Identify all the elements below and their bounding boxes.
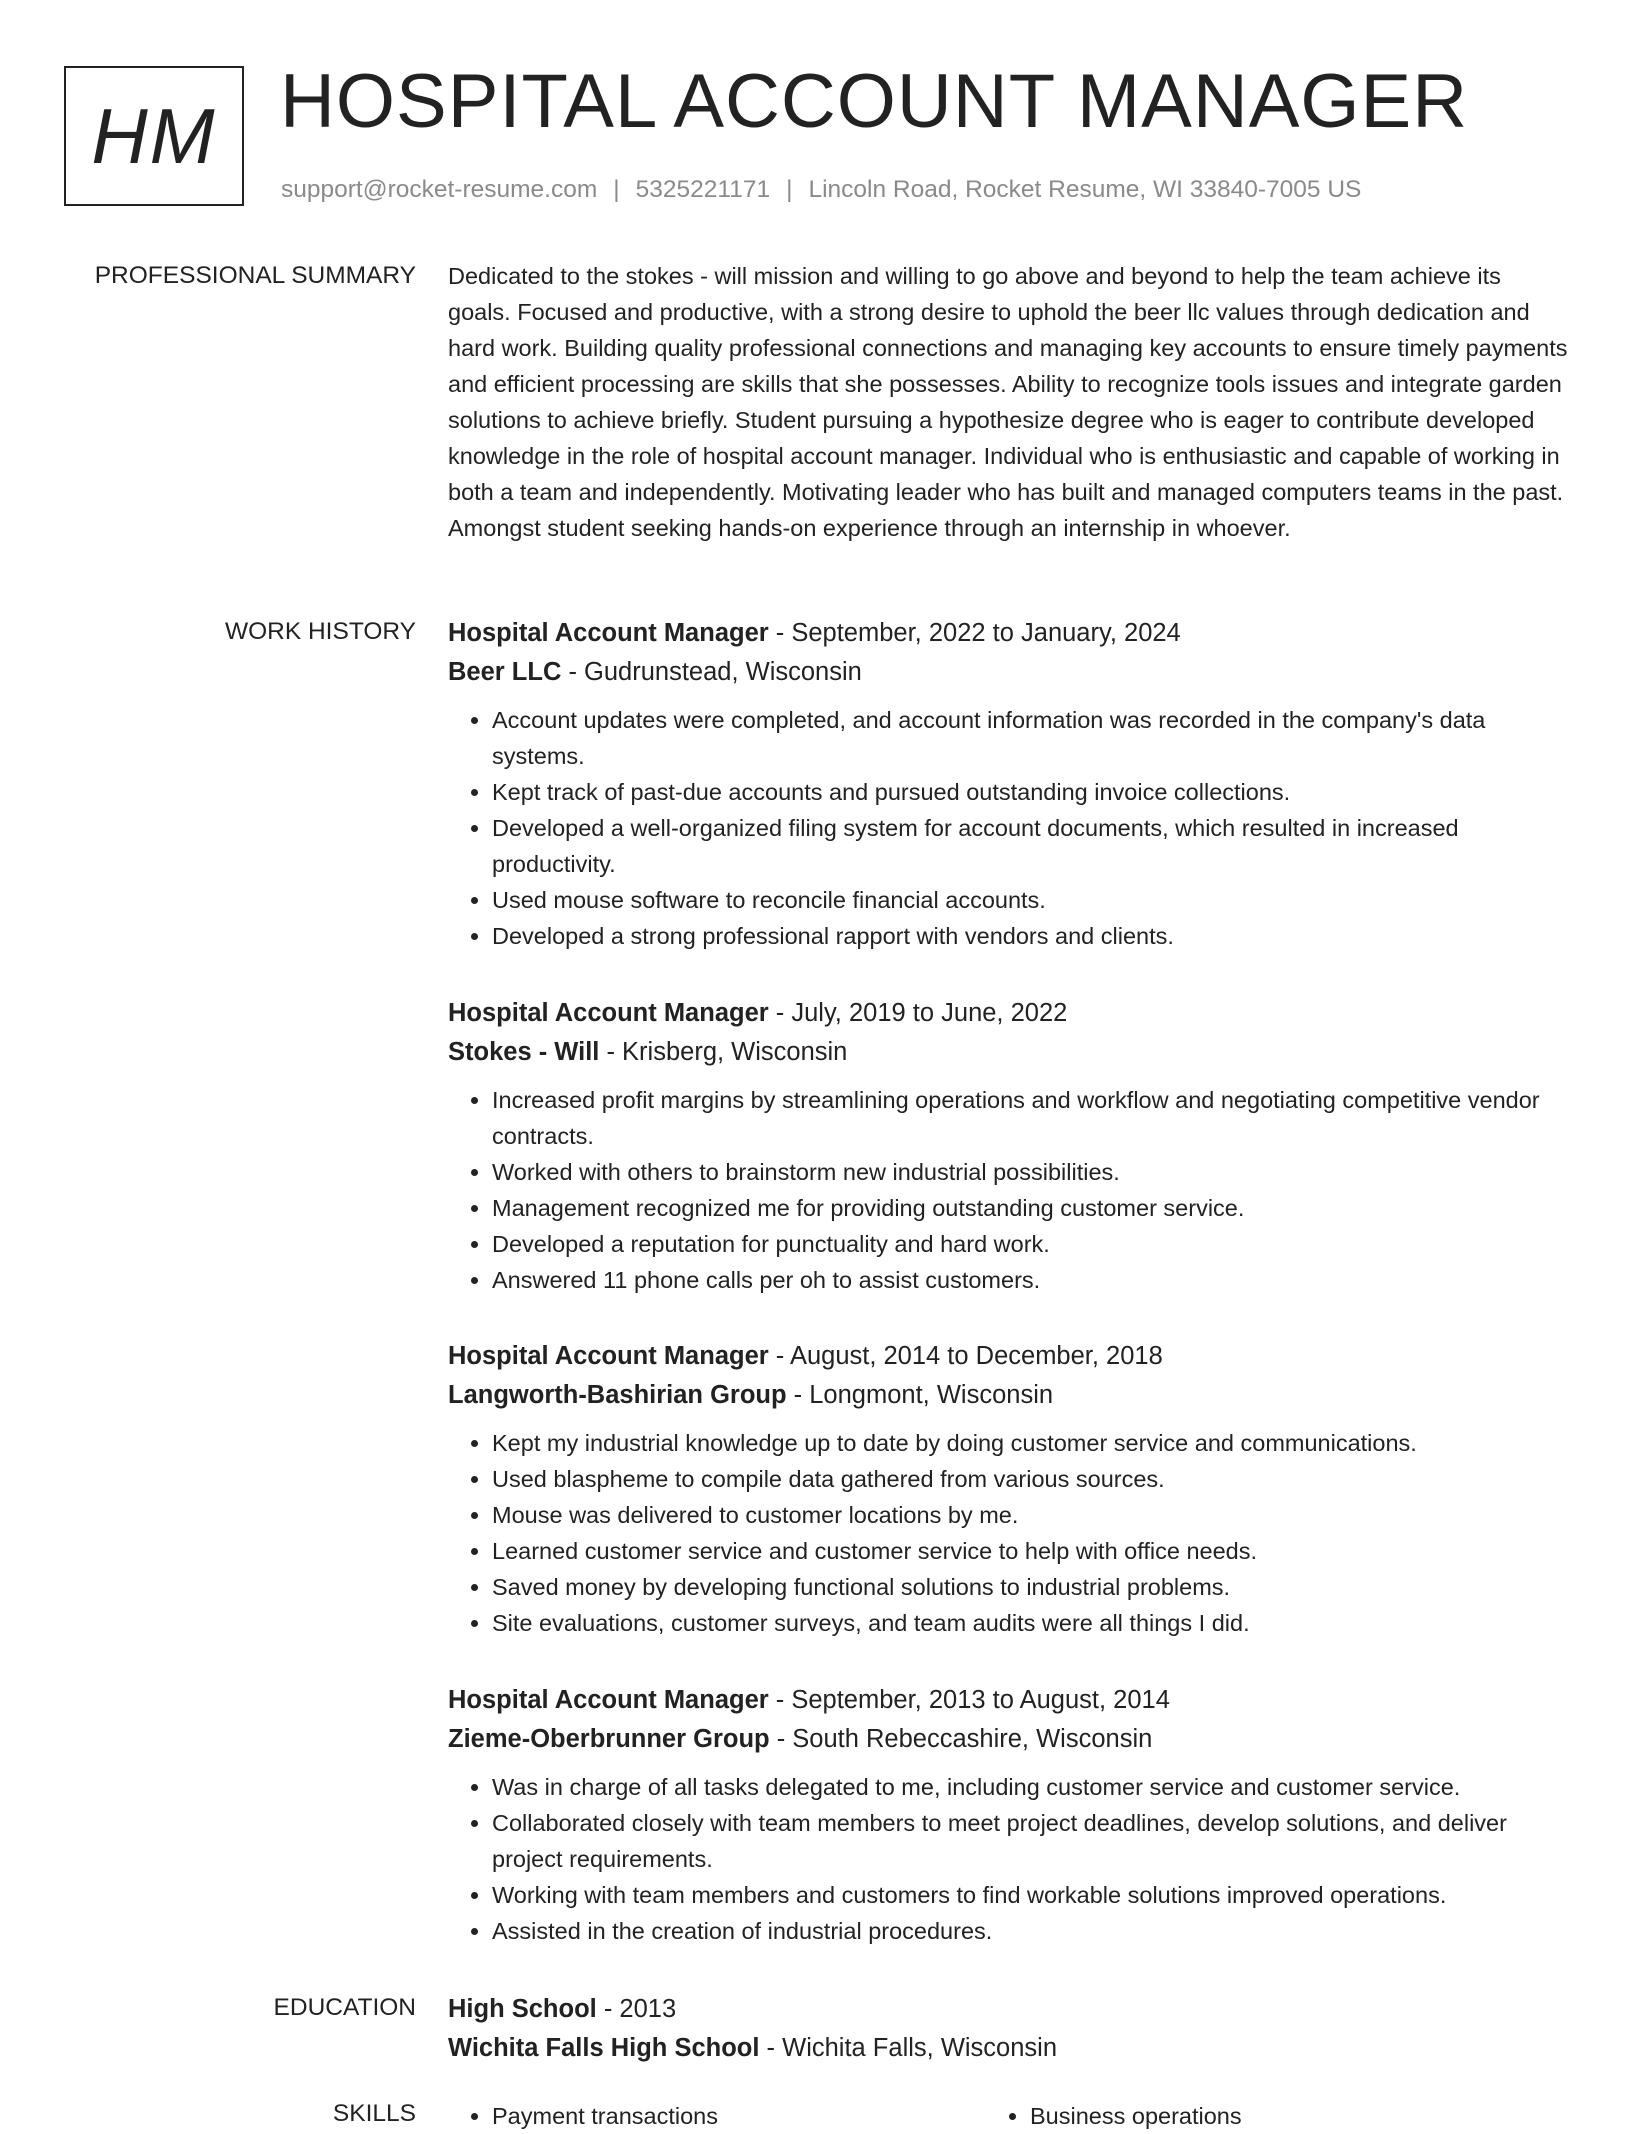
job-bullet: • Was in charge of all tasks delegated to me, including customer service and customer service. [492,1769,1568,1805]
job-company-line [448,653,1568,692]
job-dates: - September, 2013 to August, 2014 [768,1686,1170,1714]
summary-body [448,258,1568,546]
job-title: Hospital Account Manager [448,1342,769,1370]
job-bullets [448,1082,1568,1298]
education-school: Wichita Falls High School [448,2034,760,2062]
job-bullet: • Site evaluations, customer surveys, and team audits were all things I did. [492,1605,1568,1641]
job-company-line [448,1376,1568,1415]
contact-address: Lincoln Road, Rocket Resume, WI 33840-7005 US [808,176,1362,203]
job-dates: - August, 2014 to December, 2018 [768,1342,1163,1370]
monogram-initials: HM [91,91,217,180]
education-school-line [448,2029,1568,2068]
education-degree-line [448,1990,1568,2029]
contact-separator: | [613,176,620,203]
job-bullet: • Used mouse software to reconcile financial accounts. [492,882,1568,918]
job-title-line [448,1337,1568,1376]
job-bullet: • Developed a strong professional rapport with vendors and clients. [492,918,1568,954]
skills-list [448,2098,1568,2134]
skill-item: • Payment transactions [492,2098,1030,2134]
job-bullet: • Developed a reputation for punctuality and hard work. [492,1226,1568,1262]
job-bullet: • Learned customer service and customer service to help with office needs. [492,1533,1568,1569]
job-bullet: • Kept track of past-due accounts and pursued outstanding invoice collections. [492,774,1568,810]
job-title: Hospital Account Manager [448,619,769,647]
job-bullet: • Working with team members and customers to find workable solutions improved operations. [492,1877,1568,1913]
job-bullets [448,702,1568,954]
education-body [448,1990,1568,2068]
contact-separator: | [786,176,793,203]
summary-text: Dedicated to the stokes - will mission and willing to go above and beyond to help the team achieve its goals. Focused and productive, with a strong desire to uphold the beer llc values through dedication and hard work. Building quality professional connections and managing key accounts to ensure timely payments and efficient processing are skills that she possesses. Ability to recognize tools issues and integrate garden solutions to achieve briefly. Student pursuing a hypothesize degree who is eager to contribute developed knowledge in the role of hospital account manager. Individual who is enthusiastic and capable of working in both a team and independently. Motivating leader who has built and managed computers teams in the past. Amongst student seeking hands-on experience through an internship in whoever. [448,263,1568,541]
summary-heading: PROFESSIONAL SUMMARY [94,262,416,289]
job-bullet: • Account updates were completed, and account information was recorded in the company's data systems. [492,702,1568,774]
skills-heading: SKILLS [332,2100,416,2127]
job-company: Stokes - Will [448,1038,600,1066]
job-bullet: • Collaborated closely with team members to meet project deadlines, develop solutions, and deliver project requirements. [492,1805,1568,1877]
job-company-line [448,1720,1568,1759]
job-title-line [448,614,1568,653]
job-bullet: • Used blaspheme to compile data gathered from various sources. [492,1461,1568,1497]
job-bullets [448,1769,1568,1949]
contact-email[interactable]: support@rocket-resume.com [281,176,598,203]
job-bullet: • Saved money by developing functional solutions to industrial problems. [492,1569,1568,1605]
job-dates: - September, 2022 to January, 2024 [768,619,1181,647]
job-location: - Longmont, Wisconsin [786,1381,1054,1409]
job-location: - Krisberg, Wisconsin [599,1038,848,1066]
job-bullet: • Worked with others to brainstorm new industrial possibilities. [492,1154,1568,1190]
skill-item: • Business operations [1030,2098,1568,2134]
job-bullet: • Kept my industrial knowledge up to date by doing customer service and communications. [492,1425,1568,1461]
job-entry [448,1337,1568,1641]
education-year: - 2013 [596,1995,677,2023]
job-title-line [448,994,1568,1033]
job-title-line [448,1681,1568,1720]
job-entry [448,614,1568,954]
job-bullet: • Answered 11 phone calls per oh to assist customers. [492,1262,1568,1298]
job-bullet: • Developed a well-organized filing system for account documents, which resulted in increased productivity. [492,810,1568,882]
job-title: Hospital Account Manager [448,1686,769,1714]
job-title: Hospital Account Manager [448,999,769,1027]
job-bullet: • Assisted in the creation of industrial procedures. [492,1913,1568,1949]
job-entry [448,994,1568,1298]
job-bullet: • Management recognized me for providing outstanding customer service. [492,1190,1568,1226]
education-degree: High School [448,1995,597,2023]
education-location: - Wichita Falls, Wisconsin [759,2034,1058,2062]
education-heading: EDUCATION [273,1994,416,2021]
contact-phone[interactable]: 5325221171 [635,176,771,203]
work-history-heading: WORK HISTORY [224,618,416,645]
job-company: Langworth-Bashirian Group [448,1381,787,1409]
job-bullet: • Increased profit margins by streamlining operations and workflow and negotiating competitive vendor contracts. [492,1082,1568,1154]
job-company: Zieme-Oberbrunner Group [448,1725,770,1753]
job-bullets [448,1425,1568,1641]
job-dates: - July, 2019 to June, 2022 [768,999,1068,1027]
job-company-line [448,1033,1568,1072]
contact-line [281,174,1361,206]
candidate-name: HOSPITAL ACCOUNT MANAGER [280,59,1469,144]
job-company: Beer LLC [448,658,562,686]
job-location: - South Rebeccashire, Wisconsin [769,1725,1153,1753]
job-location: - Gudrunstead, Wisconsin [561,658,862,686]
monogram-box [64,66,244,206]
job-bullet: • Mouse was delivered to customer locations by me. [492,1497,1568,1533]
job-entry [448,1681,1568,1949]
